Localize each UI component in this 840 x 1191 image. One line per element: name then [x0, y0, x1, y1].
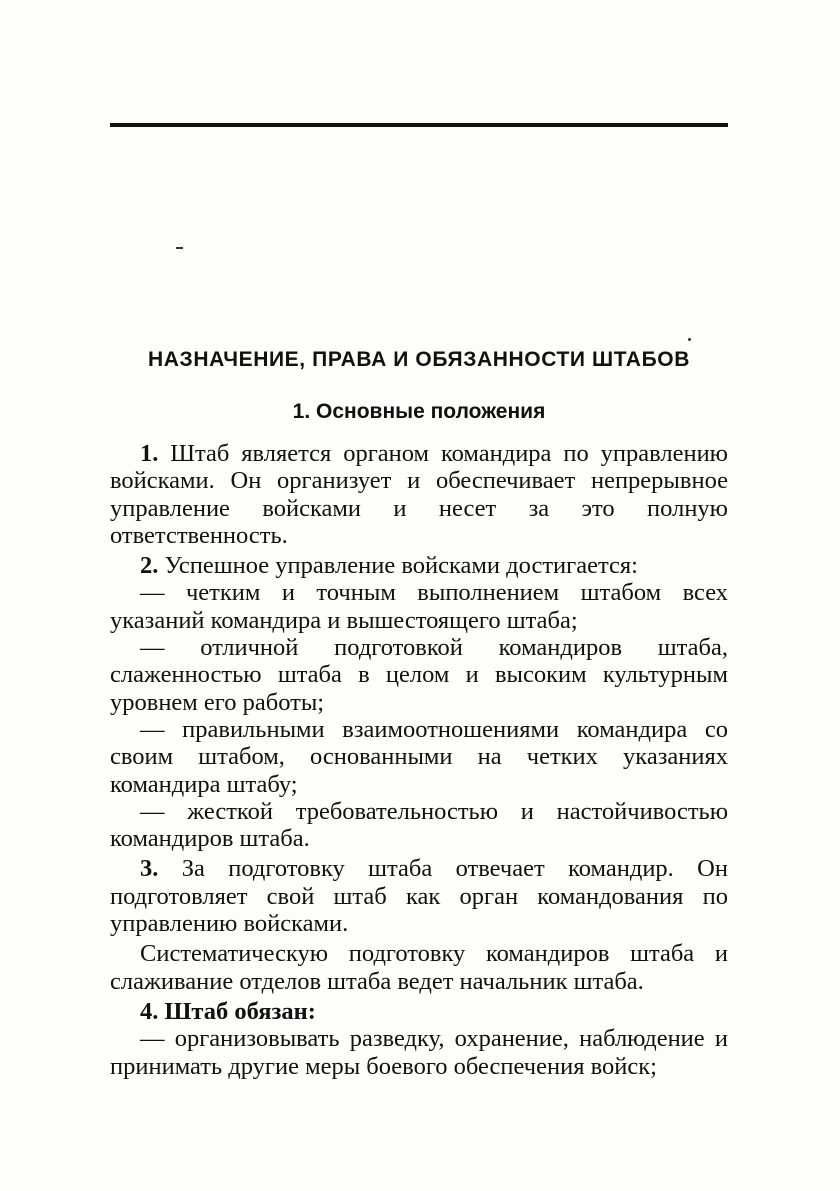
paragraph-3 — [110, 855, 728, 937]
paragraph-continuation: Систематическую подготовку командиров штаба и слаживание отделов штаба ведет начальник штаба. — [110, 940, 728, 995]
section-title: 1. Основные положения — [292, 400, 546, 423]
list-item: — отличной подготовкой командиров штаба, слаженностью штаба в целом и высоким культурным уровнем его работы; — [110, 634, 728, 716]
paragraph-number: 3. — [140, 855, 159, 883]
top-rule — [110, 123, 728, 127]
chapter-title: НАЗНАЧЕНИЕ, ПРАВА И ОБЯЗАННОСТИ ШТАБОВ — [148, 348, 690, 371]
list-item: — правильными взаимоотношениями командира со своим штабом, основанными на четких указаниях командира штабу; — [110, 715, 728, 798]
paragraph-text: Успешное управление войсками достигается: — [158, 552, 638, 580]
paragraph-2 — [110, 552, 728, 579]
paragraph-text: Штаб является органом командира по управлению войсками. Он организует и обеспечивает непрерывное управление войсками и несет за это полную ответственность. — [110, 440, 728, 549]
paragraph-text: За подготовку штаба отвечает командир. Он подготовляет свой штаб как орган командования по управлению войсками. — [110, 855, 728, 938]
list-item: — организовывать разведку, охранение, наблюдение и принимать другие меры боевого обеспечения войск; — [110, 1025, 728, 1080]
paragraph-number: 1. — [140, 440, 159, 467]
paragraph-4-heading: 4. Штаб обязан: — [140, 997, 316, 1025]
paragraph-number: 2. — [140, 552, 159, 580]
print-speck — [688, 338, 691, 341]
body-text — [110, 440, 728, 1080]
list-item: — жесткой требовательностью и настойчивостью командиров штаба. — [110, 797, 728, 853]
list-item: — четким и точным выполнением штабом всех указаний командира и вышестоящего штаба; — [110, 579, 728, 634]
print-speck — [176, 247, 183, 249]
paragraph-1 — [110, 440, 728, 549]
